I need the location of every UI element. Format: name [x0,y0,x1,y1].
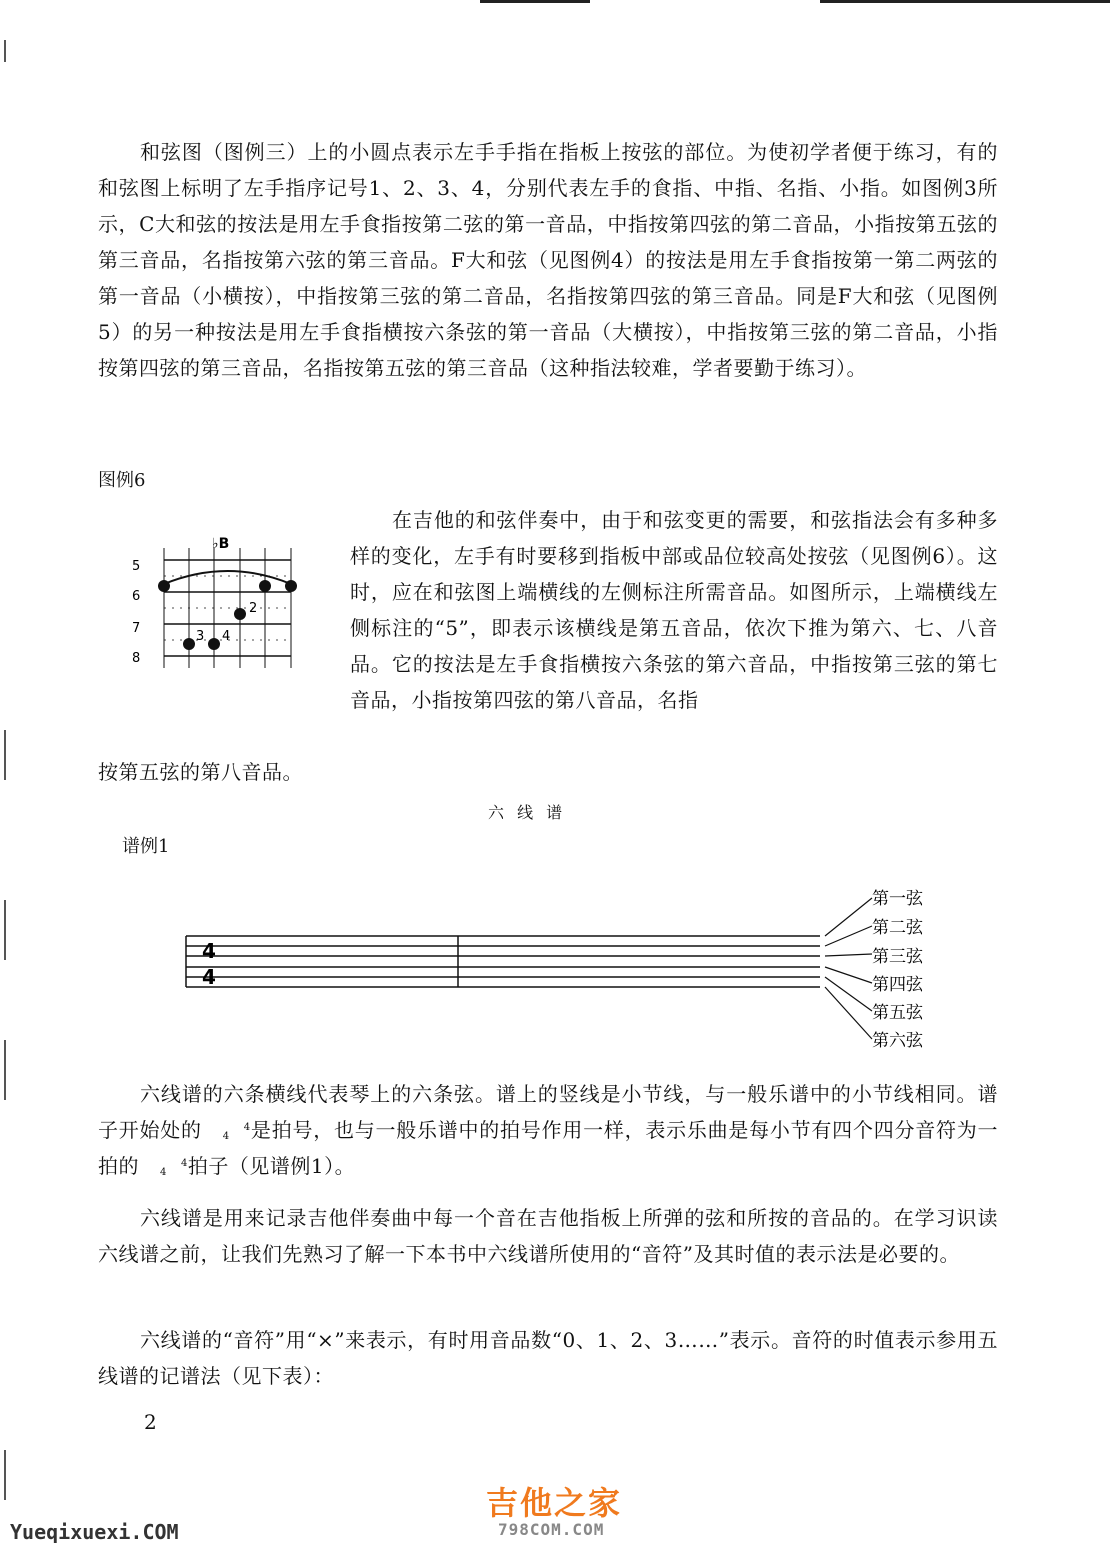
finger-dot [285,580,297,592]
section-title: 六 线 谱 [488,803,567,822]
string-leader-lines [825,898,872,1039]
time-signature-bottom: 4 [202,965,216,989]
fret-number: 5 [132,559,141,574]
fret-number: 7 [132,621,141,636]
fret-number: 8 [132,651,141,666]
finger-dot [234,608,246,620]
scan-edge-mark [4,1450,6,1500]
string-name-1: 第一弦 [872,889,923,909]
string-name-5: 第五弦 [872,1003,923,1023]
chord-diagram [120,520,320,680]
time-signature-inline: 4 4 [160,1157,188,1178]
tab-string-lines [186,936,820,987]
string-name-6: 第六弦 [872,1031,923,1050]
paragraph-tab-lines-part3: 拍子（见谱例1）。 [187,1154,356,1178]
tab-staff [180,880,960,1050]
string-name-2: 第二弦 [872,918,923,938]
fret-number: 6 [132,589,141,604]
finger-dot [158,580,170,592]
paragraph-tab-lines-part2: 是拍号，也与一般乐谱中的拍号作用一样，表示乐曲是每小节有四个四分音符为一拍的 [98,1118,999,1178]
barre-arc [164,571,291,584]
paragraph-tab-lines-part1: 六线谱的六条横线代表琴上的六条弦。谱上的竖线是小节线，与一般乐谱中的小节线相同。谱子开始处的 [98,1082,998,1142]
watermark-logo: 吉他之家 [486,1484,623,1522]
paragraph-note-symbols: 六线谱的“音符”用“×”来表示，有时用音品数“0、1、2、3……”表示。音符的时值表示参用五线谱的记谱法（见下表）： [98,1328,998,1388]
example-label: 谱例1 [122,836,170,857]
chord-name: ♭B [212,536,230,552]
page-number: 2 [144,1410,157,1434]
scan-top-line-right [820,0,1110,3]
string-lines [164,548,291,668]
finger-number: 2 [249,601,258,616]
finger-dot [208,638,220,650]
figure-label: 图例6 [98,470,146,491]
paragraph-tab-lines [98,1076,998,1184]
scan-edge-mark [4,900,6,960]
finger-dot [183,638,195,650]
watermark-left: Yueqixuexi.COM [10,1520,179,1544]
scan-top-line [480,0,590,3]
paragraph-position-explanation: 在吉他的和弦伴奏中，由于和弦变更的需要，和弦指法会有多种多样的变化，左手有时要移到指板中部或品位较高处按弦（见图例6）。这时，应在和弦图上端横线的左侧标注所需音品。如图所示，上端横线左侧标注的“5”，即表示该横线是第五音品，依次下推为第六、七、八音品。它的按法是左手食指横按六条弦的第六音品，中指按第三弦的第七音品，小指按第四弦的第八音品，名指 [350,508,998,712]
scan-edge-mark [4,1040,6,1100]
paragraph-chord-diagram-explanation: 和弦图（图例三）上的小圆点表示左手手指在指板上按弦的部位。为使初学者便于练习，有的和弦图上标明了左手指序记号1、2、3、4，分别代表左手的食指、中指、名指、小指。如图例3所示，C大和弦的按法是用左手食指按第二弦的第一音品，中指按第四弦的第二音品，小指按第五弦的第三音品，名指按第六弦的第三音品。F大和弦（见图例4）的按法是用左手食指按第一第二两弦的第一音品（小横按），中指按第三弦的第二音品，名指按第四弦的第三音品。同是F大和弦（见图例5）的另一种按法是用左手食指横按六条弦的第一音品（大横按），中指按第三弦的第二音品，小指按第四弦的第三音品，名指按第五弦的第三音品（这种指法较难，学者要勤于练习）。 [98,140,998,380]
finger-number: 3 [196,629,205,644]
finger-number: 4 [222,629,231,644]
paragraph-position-tail: 按第五弦的第八音品。 [98,760,303,784]
scan-edge-mark [4,40,6,62]
paragraph-tab-purpose: 六线谱是用来记录吉他伴奏曲中每一个音在吉他指板上所弹的弦和所按的音品的。在学习识读六线谱之前，让我们先熟习了解一下本书中六线谱所使用的“音符”及其时值的表示法是必要的。 [98,1206,998,1266]
time-signature-inline: 4 4 [222,1121,251,1142]
string-name-3: 第三弦 [872,947,923,967]
watermark-subtext: 798COM.COM [498,1520,605,1539]
scan-edge-mark [4,730,6,780]
string-name-4: 第四弦 [872,975,923,995]
finger-dot [259,580,271,592]
time-signature-top: 4 [202,939,216,963]
